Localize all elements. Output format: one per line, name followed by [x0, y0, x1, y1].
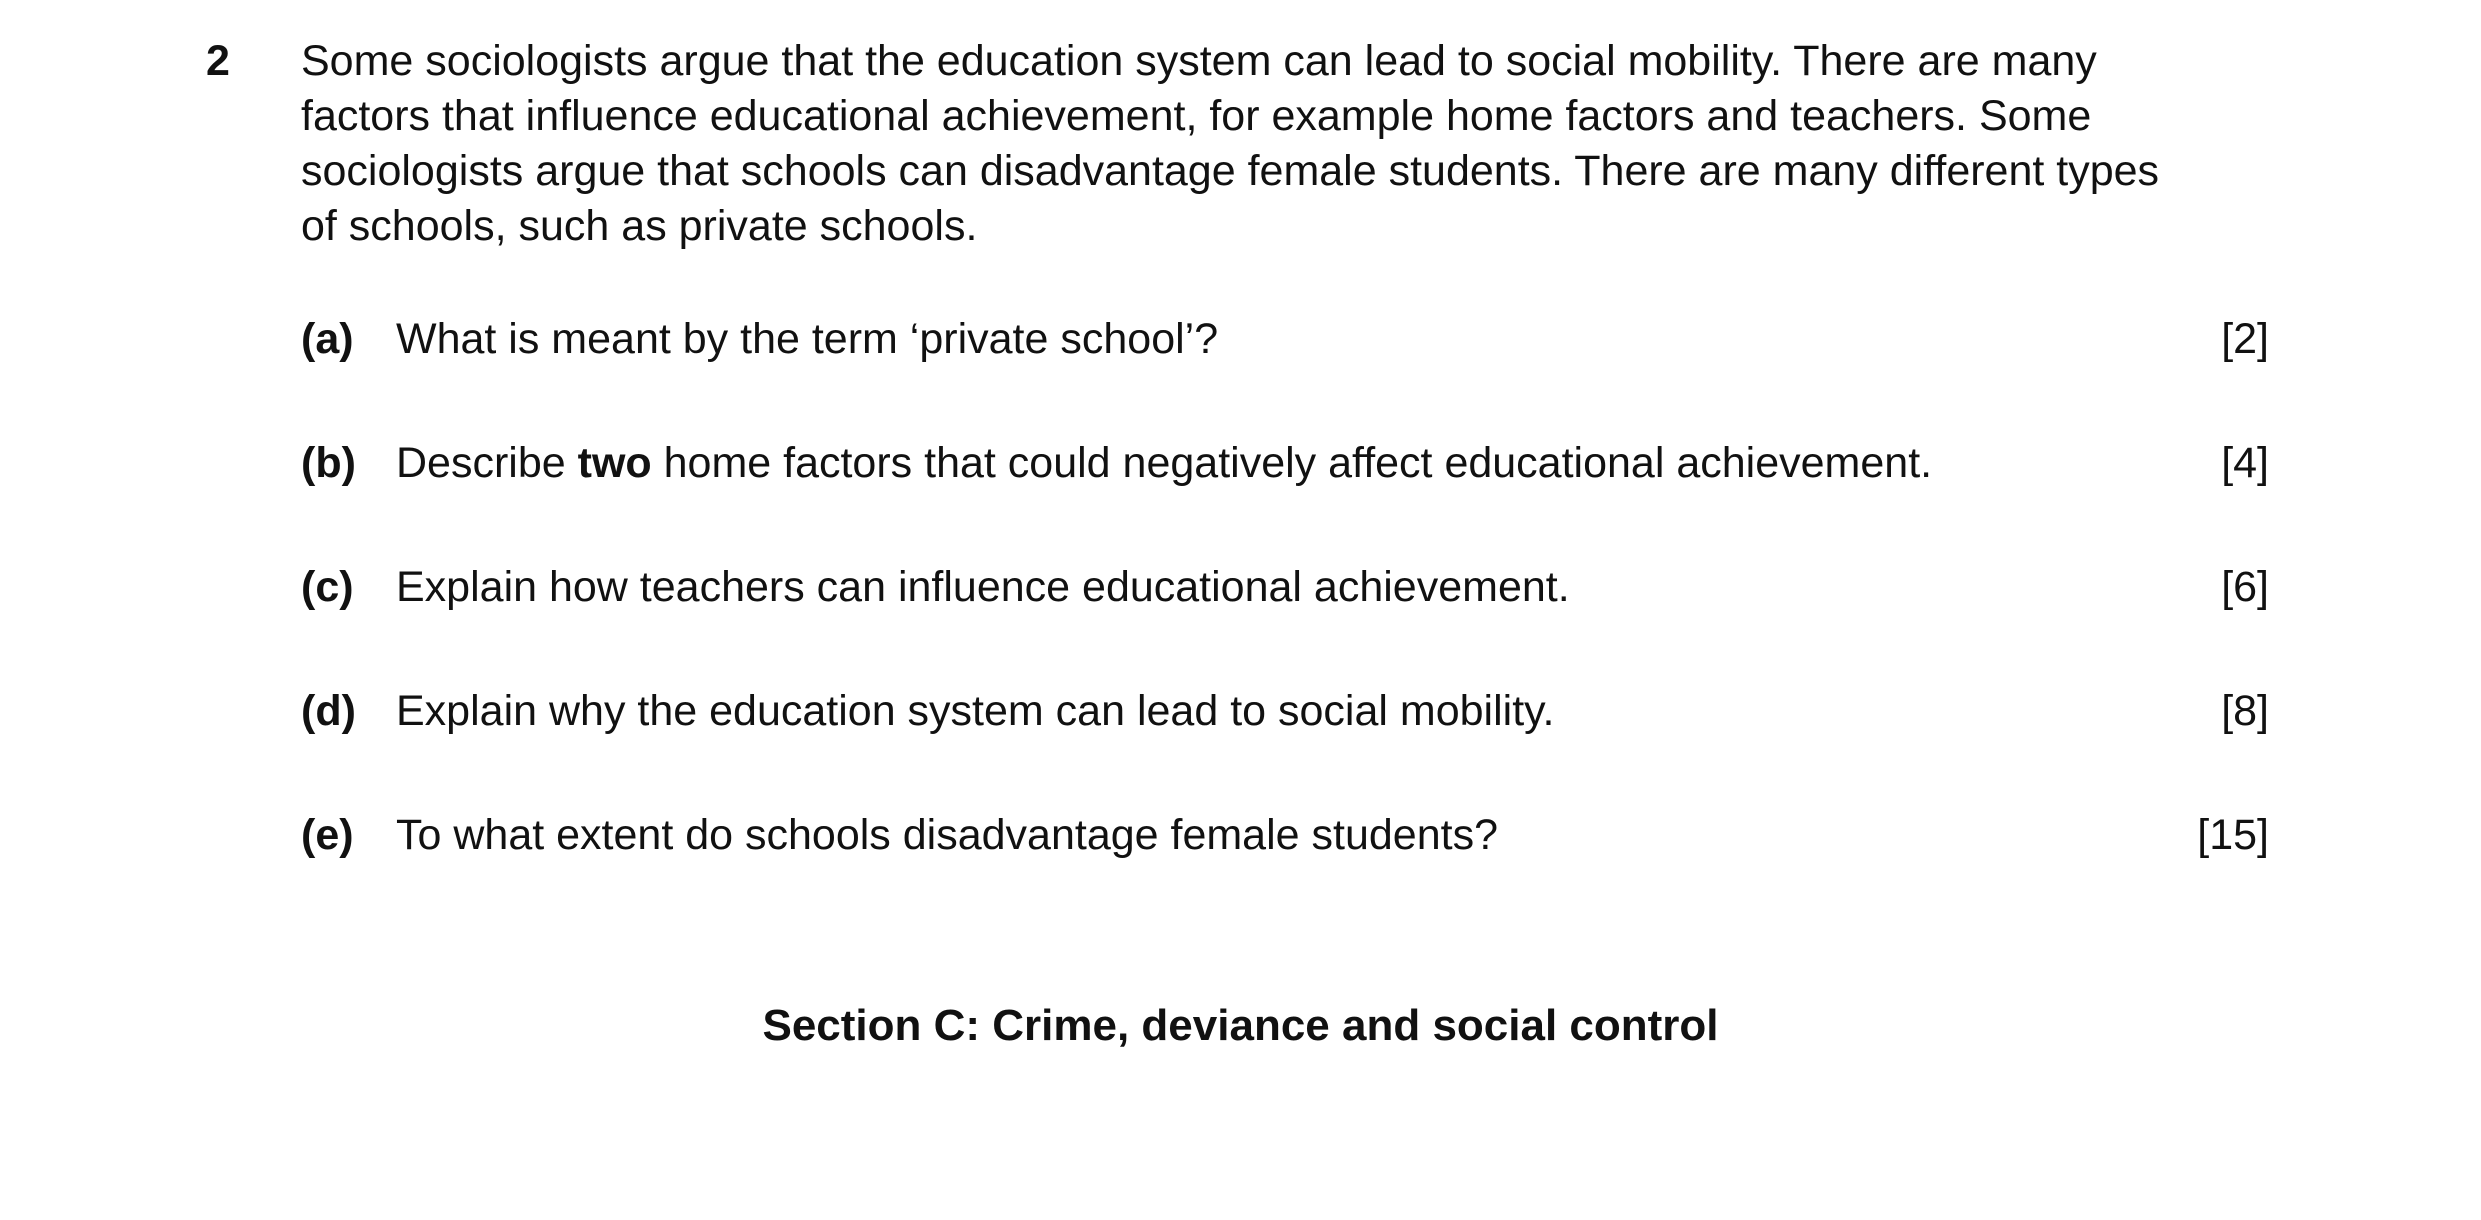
marks-allocation: [2]: [2221, 315, 2269, 363]
emphasis-text: two: [577, 439, 652, 487]
sub-question-label: (a): [301, 315, 354, 363]
section-heading: Section C: Crime, deviance and social control: [762, 1001, 1719, 1050]
sub-question-c: [301, 560, 2269, 615]
sub-question-label: (d): [301, 687, 356, 735]
sub-question-label: (e): [301, 811, 354, 859]
stem-line: Some sociologists argue that the education system can lead to social mobility. There are many: [301, 37, 2097, 85]
sub-question-a: [301, 312, 2269, 367]
stem-line: sociologists argue that schools can disadvantage female students. There are many different types: [301, 147, 2160, 195]
stem-line: factors that influence educational achievement, for example home factors and teachers. Some: [301, 92, 2092, 140]
marks-allocation: [15]: [2197, 811, 2269, 859]
sub-question-e: [301, 808, 2269, 863]
question-stem: [301, 34, 2291, 254]
stem-line: of schools, such as private schools.: [301, 202, 978, 250]
text-segment: Describe: [396, 439, 578, 487]
marks-allocation: [4]: [2221, 439, 2269, 487]
marks-allocation: [8]: [2221, 687, 2269, 735]
sub-question-label: (b): [301, 439, 356, 487]
sub-question-d: [301, 684, 2269, 739]
sub-question-text: Explain why the education system can lead to social mobility.: [396, 687, 1555, 735]
sub-question-text: To what extent do schools disadvantage female students?: [396, 811, 1498, 859]
sub-question-text: [396, 436, 1932, 491]
sub-question-b: [301, 436, 2269, 491]
marks-allocation: [6]: [2221, 563, 2269, 611]
sub-question-label: (c): [301, 563, 354, 611]
question-number: 2: [206, 37, 230, 85]
sub-question-text: Explain how teachers can influence educational achievement.: [396, 563, 1570, 611]
text-segment: home factors that could negatively affect educational achievement.: [651, 439, 1933, 487]
sub-question-text: What is meant by the term ‘private school’?: [396, 315, 1219, 363]
